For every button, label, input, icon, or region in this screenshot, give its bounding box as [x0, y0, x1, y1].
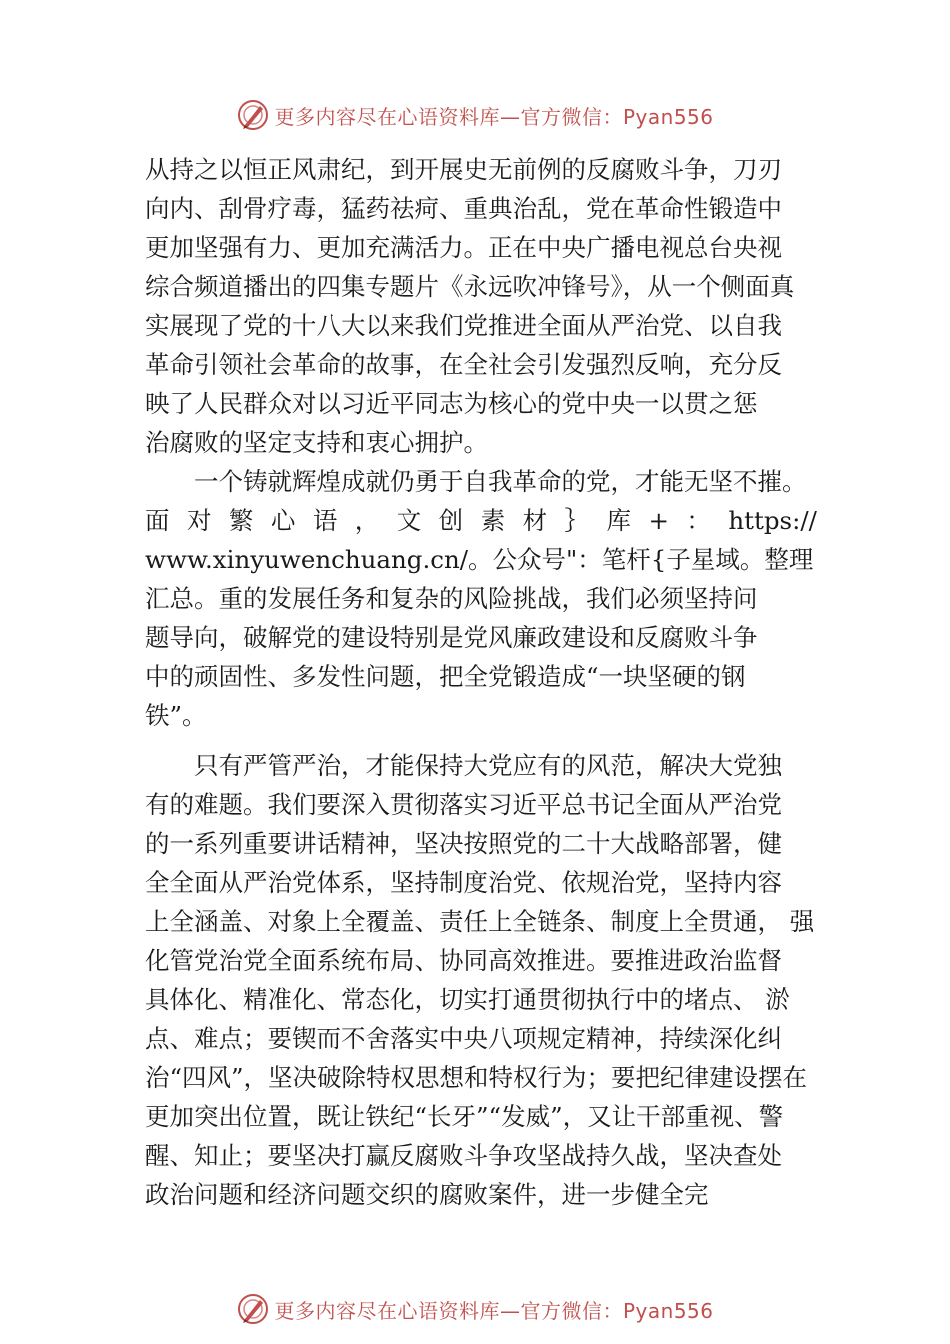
brand-text: 更多内容尽在心语资料库 — [274, 1298, 500, 1323]
footer-banner — [0, 1289, 950, 1329]
spread-char: 创 — [438, 506, 464, 535]
text-line: 铁”。 — [145, 701, 207, 730]
text-line: 具体化、精准化、常态化，切实打通贯彻执行中的堵点、 淤 — [145, 985, 790, 1014]
spread-char: ， — [354, 506, 380, 535]
spread-line — [145, 501, 817, 540]
brand-text: 更多内容尽在心语资料库 — [274, 104, 500, 129]
text-line: 治“四风”，坚决破除特权思想和特权行为；要把纪律建设摆在 — [145, 1063, 808, 1092]
footer-text — [274, 1295, 713, 1324]
text-line: 化管党治党全面系统布局、协同高效推进。要推进政治监督 — [145, 946, 782, 975]
paragraph-3 — [145, 746, 817, 1214]
text-line: 的一系列重要讲话精神，坚决按照党的二十大战略部署，健 — [145, 829, 782, 858]
text-line: 一个铸就辉煌成就仍勇于自我革命的党，才能无坚不摧。 — [194, 467, 807, 496]
text-line: 只有严管严治，才能保持大党应有的风范，解决大党独 — [194, 751, 782, 780]
spread-char: https:// — [728, 506, 817, 535]
separator: — — [499, 104, 521, 129]
spread-char: 面 — [145, 506, 170, 535]
pen-logo-icon — [236, 98, 270, 132]
text-line: 全全面从严治党体系，坚持制度治党、依规治党，坚持内容 — [145, 868, 782, 897]
separator: — — [499, 1298, 521, 1323]
spread-char: 对 — [186, 506, 212, 535]
text-line: 醒、知止；要坚决打赢反腐败斗争攻坚战持久战，坚决查处 — [145, 1141, 782, 1170]
text-line: 上全涵盖、对象上全覆盖、责任上全链条、制度上全贯通， 强 — [145, 907, 815, 936]
document-body — [145, 150, 817, 1214]
header-text — [274, 101, 713, 130]
text-line: 实展现了党的十八大以来我们党推进全面从严治党、以自我 — [145, 311, 782, 340]
spread-char: ： — [686, 506, 711, 535]
text-line: 综合频道播出的四集专题片《永远吹冲锋号》，从一个侧面真 — [145, 272, 795, 301]
paragraph-1 — [145, 150, 817, 462]
text-line: 从持之以恒正风肃纪，到开展史无前例的反腐败斗争，刀刃 — [145, 155, 782, 184]
text-line: 更加坚强有力、更加充满活力。正在中央广播电视总台央视 — [145, 233, 782, 262]
spread-char: 文 — [396, 506, 422, 535]
text-line: 点、难点；要锲而不舍落实中央八项规定精神，持续深化纠 — [145, 1024, 782, 1053]
text-line: 革命引领社会革命的故事，在全社会引发强烈反响，充分反 — [145, 350, 782, 379]
spread-char: 材 — [522, 506, 548, 535]
text-line: www.xinyuwenchuang.cn/。公众号"：笔杆{子星域。整理 — [145, 545, 814, 574]
spread-char: 心 — [270, 506, 296, 535]
paragraph-2 — [145, 462, 817, 735]
spread-char: 繁 — [228, 506, 254, 535]
text-line: 映了人民群众对以习近平同志为核心的党中央一以贯之惩 — [145, 389, 758, 418]
pen-logo-icon — [236, 1292, 270, 1326]
wechat-id: Pyan556 — [622, 104, 714, 129]
header-banner — [0, 95, 950, 135]
wechat-label: 官方微信： — [520, 104, 623, 129]
text-line: 题导向，破解党的建设特别是党风廉政建设和反腐败斗争 — [145, 623, 758, 652]
spread-char: 素 — [480, 506, 506, 535]
text-line: 更加突出位置，既让铁纪“长牙”“发威”，又让干部重视、警 — [145, 1102, 784, 1131]
text-line: 向内、刮骨疗毒，猛药祛疴、重典治乱，党在革命性锻造中 — [145, 194, 782, 223]
wechat-label: 官方微信： — [520, 1298, 623, 1323]
text-line: 有的难题。我们要深入贯彻落实习近平总书记全面从严治党 — [145, 790, 782, 819]
text-line: 政治问题和经济问题交织的腐败案件，进一步健全完 — [145, 1180, 709, 1209]
spread-char: ｝ — [564, 506, 590, 535]
wechat-id: Pyan556 — [622, 1298, 714, 1323]
text-line: 中的顽固性、多发性问题，把全党锻造成“一块坚硬的钢 — [145, 662, 746, 691]
text-line: 治腐败的坚定支持和衷心拥护。 — [145, 428, 488, 457]
spread-char: 语 — [312, 506, 338, 535]
text-line: 汇总。重的发展任务和复杂的风险挑战，我们必须坚持问 — [145, 584, 758, 613]
spread-char: 库 — [606, 506, 631, 535]
spread-char: + — [648, 506, 669, 535]
